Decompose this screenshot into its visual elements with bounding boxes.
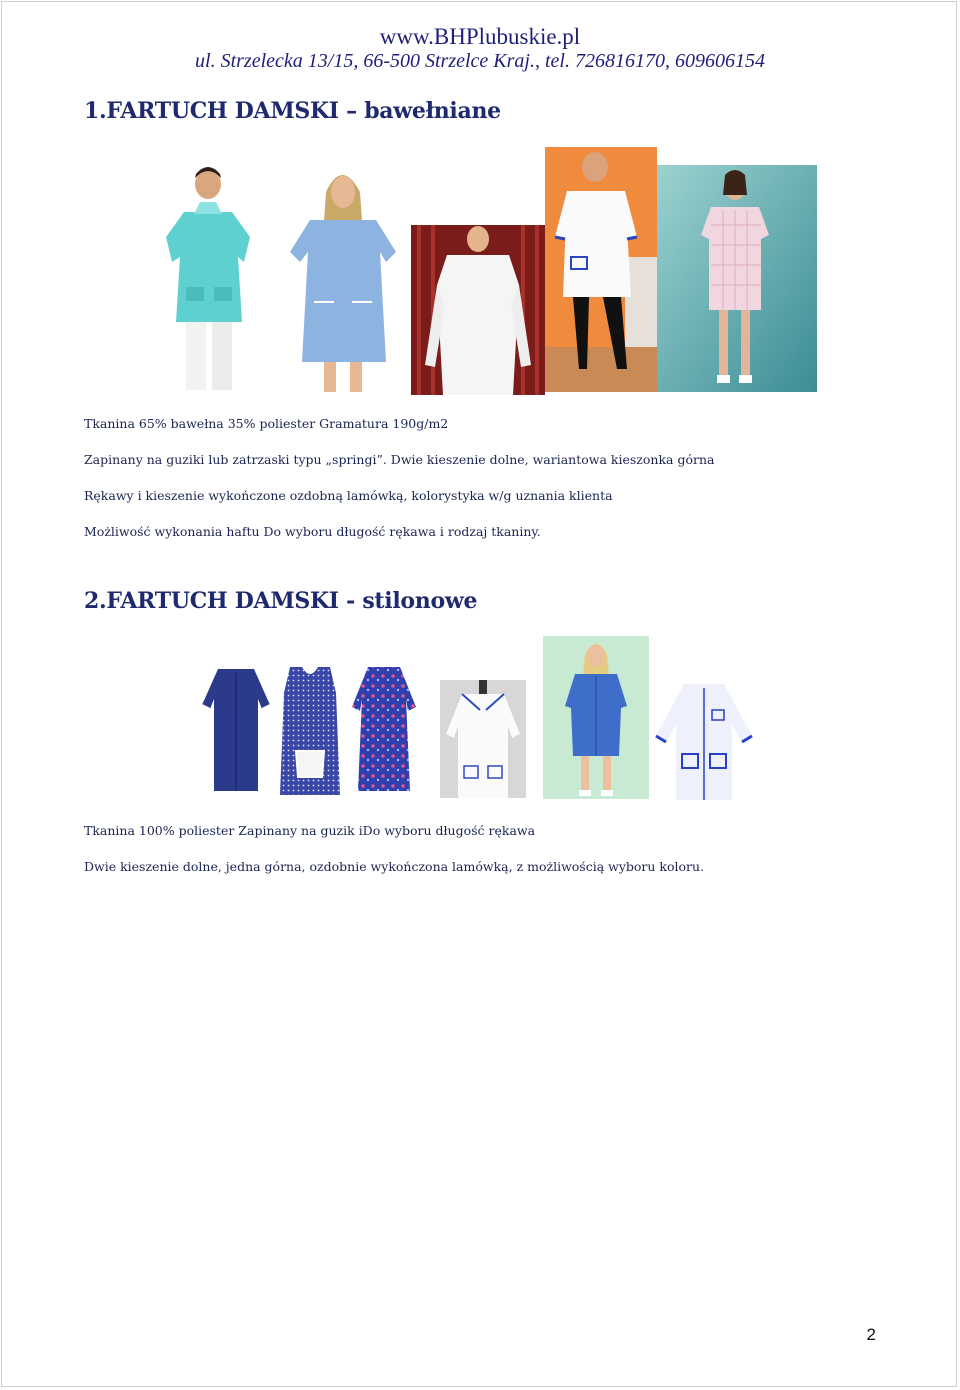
section1-line-4: Możliwość wykonania haftu Do wyboru długość rękawa i rodzaj tkaniny. (84, 524, 541, 539)
photo-white-apron-mannequin (440, 680, 526, 798)
photo-navy-dotted-tabard (276, 663, 344, 797)
section2-line-1: Tkanina 100% poliester Zapinany na guzik iDo wyboru długość rękawa (84, 823, 536, 838)
section1-line-3: Rękawy i kieszenie wykończone ozdobną lamówką, kolorystyka w/g uznania klienta (84, 488, 613, 503)
section1-line-1: Tkanina 65% bawełna 35% poliester Gramatura 190g/m2 (84, 416, 449, 431)
section2-title: 2.FARTUCH DAMSKI - stilonowe (84, 588, 478, 614)
photo-pink-check-apron-model (657, 165, 817, 392)
photo-white-long-apron-model (411, 225, 545, 395)
page-number: 2 (866, 1325, 876, 1344)
photo-turquoise-apron-model (160, 162, 258, 392)
section1-line-2: Zapinany na guziki lub zatrzaski typu „springi”. Dwie kieszenie dolne, wariantowa kieszonka górna (84, 452, 715, 467)
photo-navy-apron (200, 663, 272, 793)
photo-light-blue-apron-model (280, 162, 406, 392)
photo-white-apron-blue-trim-model (545, 147, 657, 392)
section1-title: 1.FARTUCH DAMSKI – bawełniane (84, 98, 501, 124)
photo-blue-apron-model (543, 636, 649, 799)
photo-white-jacket-blue-trim (652, 680, 756, 802)
photo-blue-floral-apron (350, 663, 418, 793)
header-address: ul. Strzelecka 13/15, 66-500 Strzelce Kraj., tel. 726816170, 609606154 (195, 50, 765, 72)
section2-line-2: Dwie kieszenie dolne, jedna górna, ozdobnie wykończona lamówką, z możliwością wyboru koloru. (84, 859, 705, 874)
header-website: www.BHPlubuskie.pl (379, 24, 581, 49)
